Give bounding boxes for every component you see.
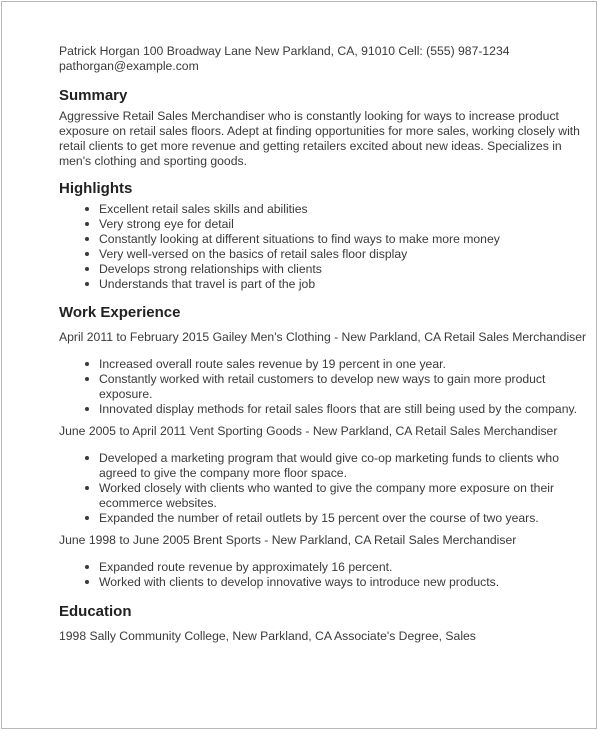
job-duties-list — [83, 357, 589, 417]
job-duties-list — [83, 560, 589, 590]
job-title: June 1998 to June 2005 Brent Sports - New Parkland, CA Retail Sales Merchandiser — [59, 533, 517, 547]
list-item: Increased overall route sales revenue by 19 percent in one year. — [83, 357, 589, 372]
highlights-heading: Highlights — [59, 180, 133, 197]
contact-line: Patrick Horgan 100 Broadway Lane New Parkland, CA, 91010 Cell: (555) 987-1234 — [59, 44, 510, 58]
list-item: Worked closely with clients who wanted to give the company more exposure on their ecommerce websites. — [83, 481, 589, 511]
job-duties-list — [83, 451, 589, 526]
resume-page — [1, 1, 597, 729]
contact-email: pathorgan@example.com — [59, 59, 199, 73]
education-heading: Education — [59, 603, 132, 620]
list-item: Understands that travel is part of the job — [83, 277, 589, 292]
list-item: Very well-versed on the basics of retail sales floor display — [83, 247, 589, 262]
job-title: April 2011 to February 2015 Gailey Men's Clothing - New Parkland, CA Retail Sales Merchandiser — [59, 330, 587, 344]
summary-heading: Summary — [59, 87, 128, 104]
list-item: Expanded route revenue by approximately 16 percent. — [83, 560, 589, 575]
job-title: June 2005 to April 2011 Vent Sporting Goods - New Parkland, CA Retail Sales Merchandiser — [59, 424, 558, 438]
summary-text: Aggressive Retail Sales Merchandiser who is constantly looking for ways to increase product exposure on retail sales floors. Adept at finding opportunities for more sales, working closely with retail clients to get more revenue and getting retailers excited about new ideas. Specializes in men's clothing and sporting goods. — [59, 109, 580, 168]
list-item: Develops strong relationships with clients — [83, 262, 589, 277]
contact-block — [59, 44, 589, 74]
list-item: Very strong eye for detail — [83, 217, 589, 232]
experience-heading: Work Experience — [59, 304, 181, 321]
list-item: Worked with clients to develop innovative ways to introduce new products. — [83, 575, 589, 590]
education-text: 1998 Sally Community College, New Parkland, CA Associate's Degree, Sales — [59, 629, 476, 643]
list-item: Innovated display methods for retail sales floors that are still being used by the company. — [83, 402, 589, 417]
resume-content — [59, 44, 589, 644]
list-item: Excellent retail sales skills and abilities — [83, 202, 589, 217]
list-item: Expanded the number of retail outlets by 15 percent over the course of two years. — [83, 511, 589, 526]
list-item: Developed a marketing program that would give co-op marketing funds to clients who agreed to give the company more floor space. — [83, 451, 589, 481]
list-item: Constantly looking at different situations to find ways to make more money — [83, 232, 589, 247]
list-item: Constantly worked with retail customers to develop new ways to gain more product exposure. — [83, 372, 589, 402]
highlights-list — [83, 202, 589, 292]
